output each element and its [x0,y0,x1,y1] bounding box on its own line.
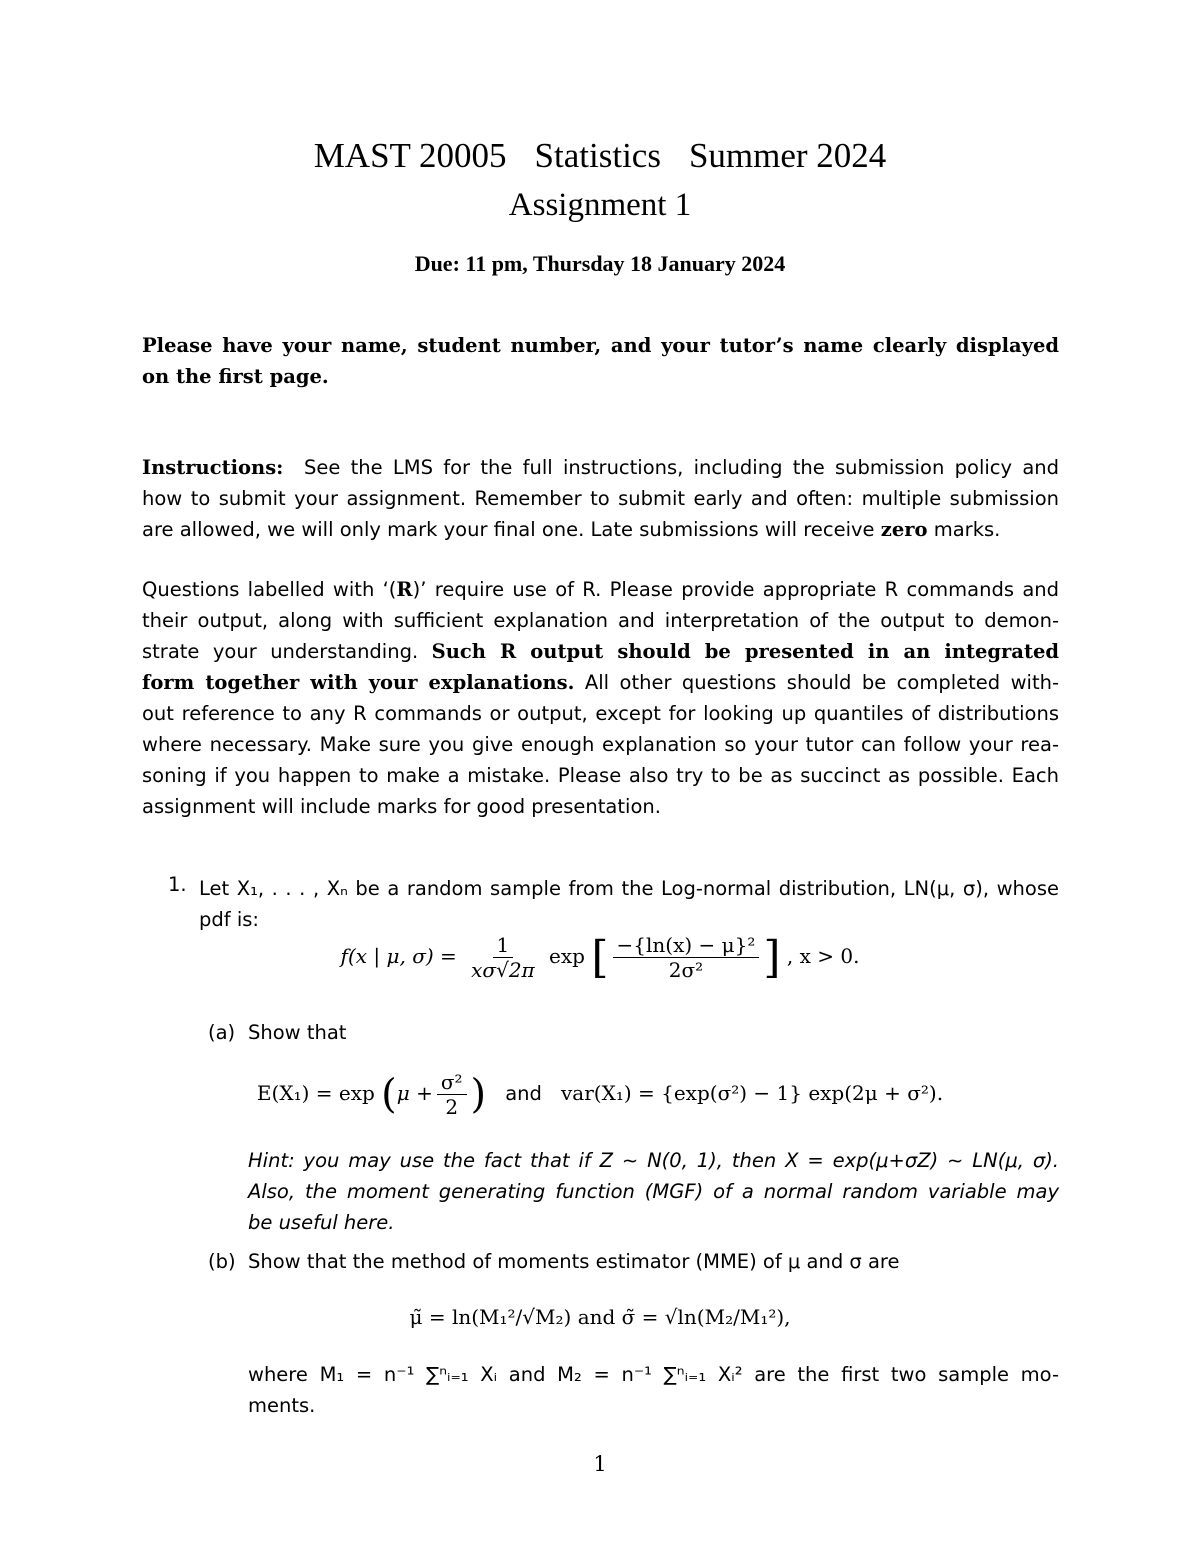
part-a-equation [0,1070,1200,1119]
assignment-title: Assignment 1 [508,187,692,223]
r-note-line-6: where necessary. Make sure you give enough explanation so your tutor can follow your rea- [142,733,1059,756]
frac-den: 2 [445,1095,459,1119]
part-a-text: Show that [248,1021,347,1044]
r-note-line-5: out reference to any R commands or output, except for looking up quantiles of distributions [142,702,1059,725]
where-line-1: where M₁ = n⁻¹ ∑ⁿᵢ₌₁ Xᵢ and M₂ = n⁻¹ ∑ⁿᵢ₌₁ Xᵢ² are the first two sample mo- [248,1363,1059,1386]
r-note-line-4-b: All other questions should be completed with- [584,671,1059,694]
hint-line-1: Hint: you may use the fact that if Z ∼ N(0, 1), then X = exp(μ+σZ) ∼ LN(μ, σ). [248,1149,1059,1172]
r-note-line-1 [142,574,1059,605]
r-note-line-1-a: Questions labelled with ‘( [142,578,397,601]
mu-plus: μ + [396,1081,433,1105]
r-note-line-4-bold: form together with your explanations. [142,671,575,694]
pdf-inner-fraction [613,933,760,982]
due-date: Due: 11 pm, Thursday 18 January 2024 [414,251,786,276]
right-bracket: ] [763,932,781,983]
pdf-exp: exp [549,944,585,968]
part-b-label: (b) [208,1250,236,1273]
hint-line-3: be useful here. [248,1211,395,1234]
term-name: Summer 2024 [688,136,887,175]
zero-emphasis: zero [880,518,928,541]
question-1-line-1: Let X₁, . . . , Xₙ be a random sample from the Log-normal distribution, LN(μ, σ), whose [199,877,1059,900]
pdf-condition: , x > 0. [786,944,860,968]
frac-num: σ² [437,1070,467,1095]
instructions-line-3-text: are allowed, we will only mark your final one. Late submissions will receive [142,518,875,541]
r-label: R [396,578,413,601]
part-b-where [248,1359,1059,1421]
document-title [0,136,1200,176]
pdf-inner-den: 2σ² [668,958,704,982]
sigma-sq-over-2 [437,1070,467,1119]
r-note-line-2: their output, along with sufficient explanation and interpretation of the output to demon- [142,609,1059,632]
instructions-label: Instructions: [142,456,284,479]
left-paren: ( [381,1071,397,1118]
instructions-line-1-text: See the LMS for the full instructions, including the submission policy and [303,456,1060,479]
part-b-text: Show that the method of moments estimator (MME) of μ and σ are [248,1250,900,1273]
hint-block [248,1145,1059,1238]
instructions-block [142,452,1059,545]
r-note-block [142,574,1059,822]
part-a-label: (a) [208,1021,236,1044]
notice-line-1: Please have your name, student number, and your tutor’s name clearly displayed [142,334,1059,357]
r-note-line-8: assignment will include marks for good presentation. [142,795,661,818]
course-code: MAST 20005 [313,136,507,175]
and-word: and [505,1082,542,1105]
instructions-line-3 [142,514,1059,545]
instructions-line-3-end: marks. [933,518,1001,541]
pdf-frac-den: xσ√2π [471,958,535,982]
r-note-line-3 [142,636,1059,667]
notice-line-2: on the first page. [142,365,329,388]
pdf-frac-num: 1 [493,933,514,958]
r-note-line-3-bold: Such R output should be presented in an integrated [431,640,1059,663]
where-line-2: ments. [248,1394,316,1417]
hint-line-2: Also, the moment generating function (MGF) of a normal random variable may [248,1180,1059,1203]
question-1-line-2: pdf is: [199,908,259,931]
left-bracket: [ [591,932,609,983]
notice-block [142,330,1059,392]
pdf-inner-num: −{ln(x) − μ}² [613,933,760,958]
instructions-line-1 [142,452,1059,483]
question-1-intro [199,873,1059,935]
pdf-equation [0,932,1200,983]
instructions-line-2: how to submit your assignment. Remember to submit early and often: multiple submission [142,487,1059,510]
pdf-fraction [467,933,539,982]
pdf-lhs: f(x | μ, σ) = [340,944,457,968]
subject-name: Statistics [534,136,661,175]
right-paren: ) [470,1071,487,1118]
mme-equation: μ̃ = ln(M₁²/√M₂) and σ̃ = √ln(M₂/M₁²), [409,1305,791,1329]
r-note-line-4 [142,667,1059,698]
page-number: 1 [593,1452,607,1476]
expectation-lhs: E(X₁) = exp [256,1081,375,1105]
r-note-line-1-b: )’ require use of R. Please provide appropriate R commands and [412,578,1060,601]
variance-formula: var(X₁) = {exp(σ²) − 1} exp(2μ + σ²). [561,1081,944,1105]
r-note-line-7: soning if you happen to make a mistake. Please also try to be as succinct as possible. Each [142,764,1059,787]
question-1-number: 1. [168,873,187,896]
r-note-line-3-a: strate your understanding. [142,640,419,663]
